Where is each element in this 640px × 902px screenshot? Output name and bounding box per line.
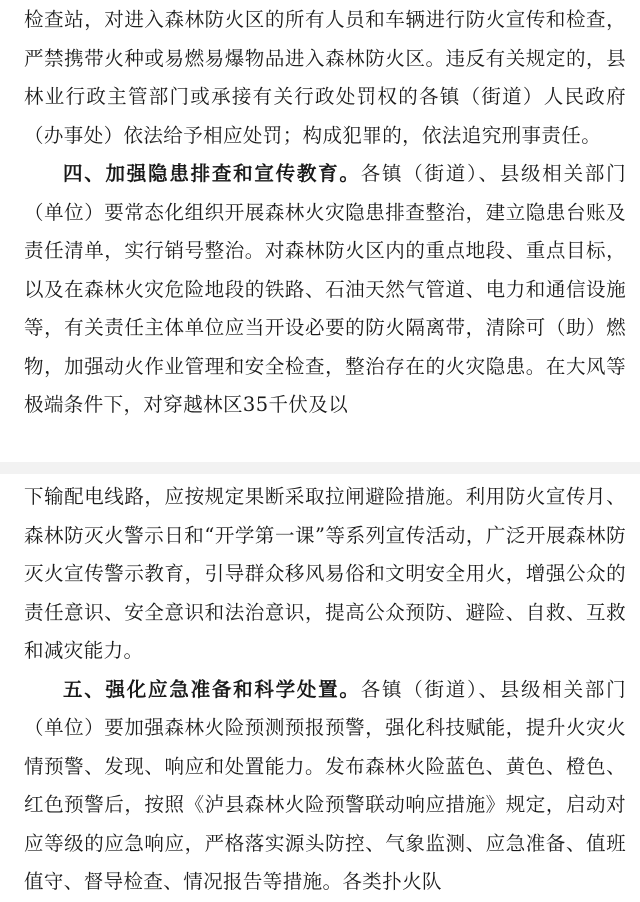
section-4-body: 各镇（街道）、县级相关部门（单位）要常态化组织开展森林火灾隐患排查整治，建立隐患台账及责任清单，实行销号整治。对森林防火区内的重点地段、重点目标，以及在森林火灾危险地段的铁路、石油天然气管道、电力和通信设施等，有关责任主体单位应当开设必要的防火隔离带，清除可（助）燃物，加强动火作业管理和安全检查，整治存在的火灾隐患。在大风等极端条件下，对穿越林区35千伏及以 xyxy=(24,162,626,416)
section-5-heading: 五、强化应急准备和科学处置。 xyxy=(63,677,361,701)
page-break-divider xyxy=(0,462,640,474)
paragraph-section-5 xyxy=(0,671,640,902)
paragraph-publicity: 下输配电线路，应按规定果断采取拉闸避险措施。利用防火宣传月、森林防灭火警示日和“开学第一课”等系列宣传活动，广泛开展森林防灭火宣传警示教育，引导群众移风易俗和文明安全用火，增强公众的责任意识、安全意识和法治意识，提高公众预防、避险、自救、互救和减灾能力。 xyxy=(24,485,626,662)
paragraph-fire-checkpoint: 检查站，对进入森林防火区的所有人员和车辆进行防火宣传和检查，严禁携带火种或易燃易爆物品进入森林防火区。违反有关规定的，县林业行政主管部门或承接有关行政处罚权的各镇（街道）人民政府（办事处）依法给予相应处罚；构成犯罪的，依法追究刑事责任。 xyxy=(24,8,626,147)
section-4-heading: 四、加强隐患排查和宣传教育。 xyxy=(63,162,361,185)
section-5-body: 各镇（街道）、县级相关部门（单位）要加强森林火险预测预报预警，强化科技赋能，提升火灾火情预警、发现、响应和处置能力。发布森林火险蓝色、黄色、橙色、红色预警后，按照《泸县森林火险预警联动响应措施》规定，启动对应等级的应急响应，严格落实源头防控、气象监测、应急准备、值班值守、督导检查、情况报告等措施。各类扑火队 xyxy=(24,677,626,893)
page-section-bottom xyxy=(0,474,640,901)
paragraph-section-4 xyxy=(0,155,640,425)
